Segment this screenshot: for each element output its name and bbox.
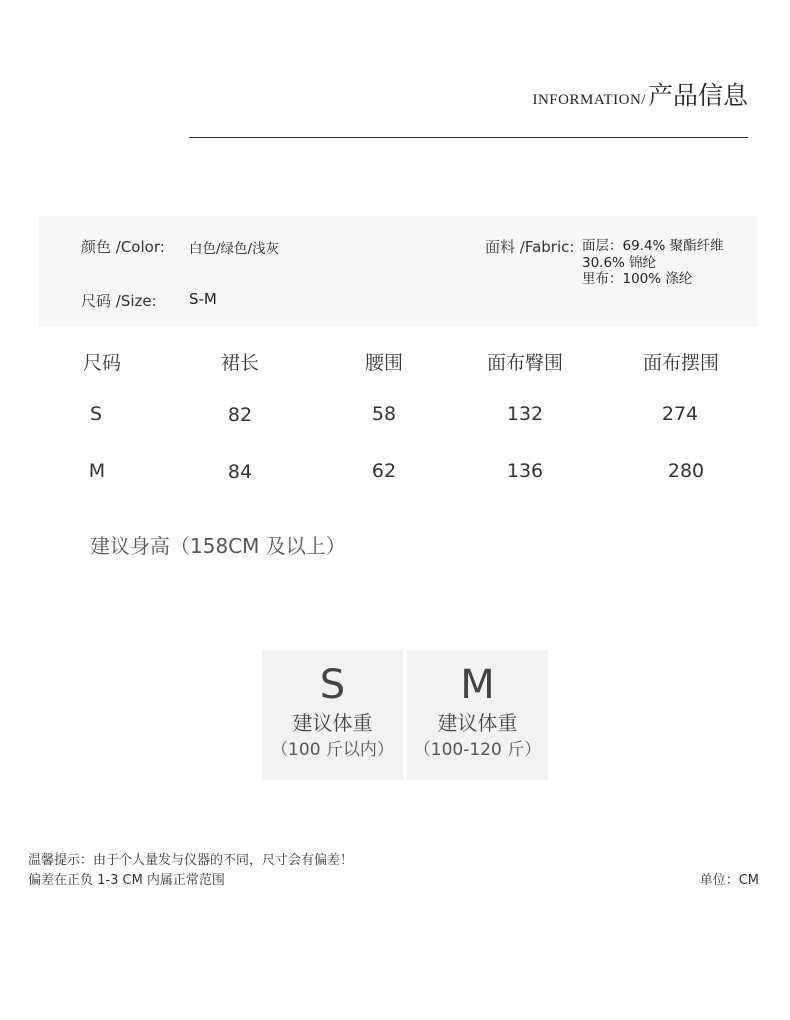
suggested-height-note: 建议身高（158CM 及以上） <box>90 534 346 558</box>
page-header <box>532 76 748 112</box>
header-divider <box>189 137 748 138</box>
table-cell-hip-m: 136 <box>506 460 544 482</box>
table-cell-size-m: M <box>88 460 106 482</box>
table-header-size: 尺码 <box>82 352 122 374</box>
color-label: 颜色 /Color: <box>81 238 165 256</box>
table-header-hem: 面布摆围 <box>642 352 720 374</box>
weight-box-s <box>262 650 403 780</box>
header-title-zh: 产品信息 <box>647 81 748 110</box>
table-cell-length-s: 82 <box>227 404 253 426</box>
weight-box-size: M <box>460 662 495 708</box>
weight-box-title: 建议体重 <box>292 711 373 735</box>
weight-box-m <box>407 650 548 780</box>
table-header-hip: 面布臀围 <box>486 352 564 374</box>
weight-box-title: 建议体重 <box>437 711 518 735</box>
color-value: 白色/绿色/浅灰 <box>189 241 280 257</box>
tip-line-1: 温馨提示：由于个人量发与仪器的不同，尺寸会有偏差！ <box>28 853 354 868</box>
fabric-line-outer: 面层：69.4% 聚酯纤维 <box>582 238 724 254</box>
fabric-label: 面料 /Fabric: <box>485 238 575 256</box>
table-cell-size-s: S <box>89 403 103 425</box>
table-cell-hip-s: 132 <box>506 403 544 425</box>
fabric-line-lining: 里布：100% 涤纶 <box>582 271 693 287</box>
table-cell-waist-s: 58 <box>371 403 397 425</box>
table-header-waist: 腰围 <box>364 352 404 374</box>
size-value: S-M <box>189 290 217 308</box>
weight-box-size: S <box>319 662 346 708</box>
unit-label: 单位：CM <box>699 873 759 888</box>
table-cell-waist-m: 62 <box>371 460 397 482</box>
table-header-length: 裙长 <box>220 352 260 374</box>
weight-box-range: （100-120 斤） <box>413 740 542 760</box>
fabric-line-outer-2: 30.6% 锦纶 <box>582 254 657 271</box>
size-label: 尺码 /Size: <box>81 292 157 310</box>
table-cell-hem-m: 280 <box>667 460 705 482</box>
weight-box-range: （100 斤以内） <box>271 740 394 760</box>
fabric-details <box>582 238 724 288</box>
table-cell-length-m: 84 <box>227 461 253 483</box>
header-title-en: INFORMATION/ <box>532 92 646 108</box>
tip-line-2: 偏差在正负 1-3 CM 内属正常范围 <box>28 873 225 888</box>
table-cell-hem-s: 274 <box>661 403 699 425</box>
